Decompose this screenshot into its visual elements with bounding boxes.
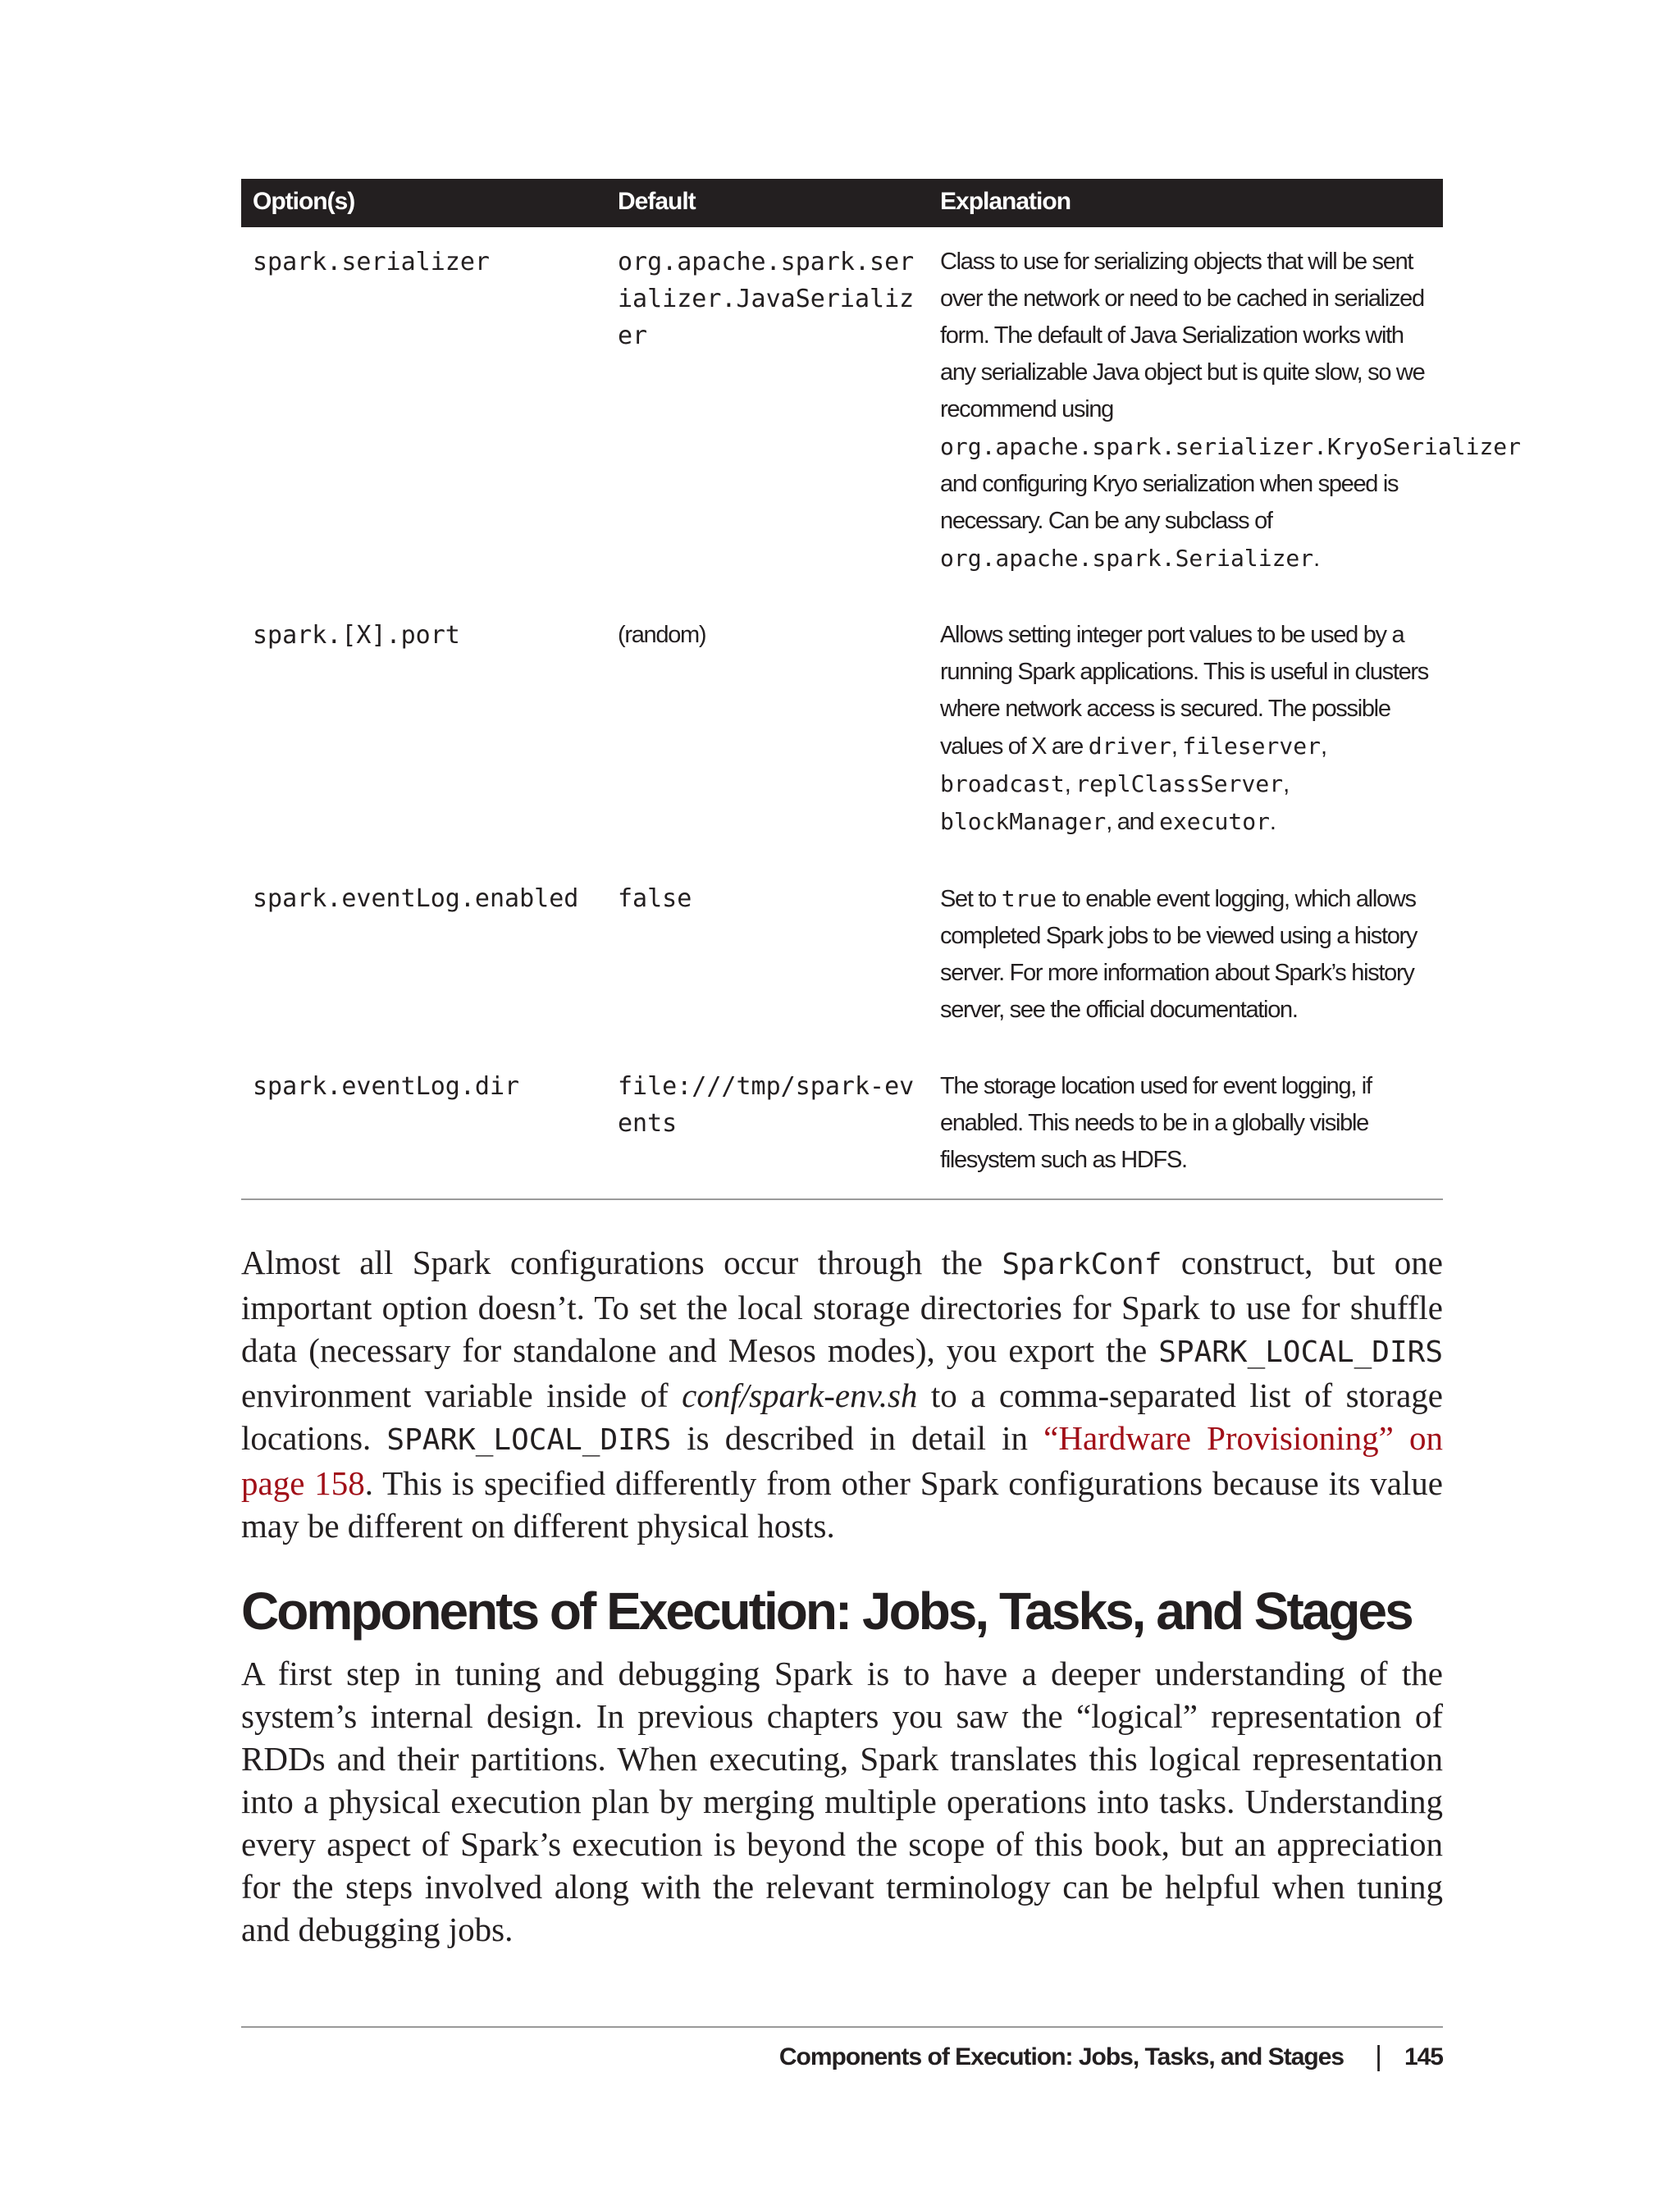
option-explanation — [929, 880, 1443, 1068]
option-explanation — [929, 617, 1443, 880]
inline-code: fileserver — [1182, 733, 1321, 760]
text-run: , and — [1106, 809, 1160, 835]
inline-code: blockManager — [940, 808, 1107, 835]
footer-rule — [241, 2026, 1443, 2028]
option-default: (random) — [618, 622, 706, 648]
text-run: Allows setting integer port values to be used by a running Spark applications. This is useful in clusters where network access is secured. The possible values of X are — [940, 622, 1428, 760]
text-run: Class to use for serializing objects that will be sent over the network or need to be cached in serialized form. The default of Java Serialization works with any serializable Java object but is quite slow, so we recommend using — [940, 249, 1425, 422]
cross-reference-link[interactable]: “Hardware Provisioning” on page 158 — [241, 1419, 1443, 1502]
text-run: to a comma-separated list of storage locations. — [241, 1376, 1443, 1457]
inline-code: org.apache.spark.serializer.KryoSerializer — [940, 433, 1522, 460]
table-bottom-rule — [241, 1198, 1443, 1200]
option-default: file:///tmp/spark-events — [618, 1072, 915, 1138]
page-number: 145 — [1404, 2043, 1443, 2070]
header-explanation: Explanation — [929, 179, 1443, 227]
page-content — [241, 179, 1522, 1951]
option-name: spark.serializer — [253, 248, 490, 276]
table-row — [241, 227, 1443, 617]
table-header-row — [241, 179, 1443, 227]
option-name: spark.[X].port — [253, 621, 460, 650]
inline-code: executor — [1159, 808, 1270, 835]
text-run: is described in detail in — [671, 1419, 1044, 1457]
execution-paragraph: A first step in tuning and debugging Spark is to have a deeper understanding of the system’s internal design. In previous chapters you saw the “logical” representation of RDDs and their partitions. When executing, Spark translates this logical representation into a physical execution plan by merging multiple operations into tasks. Understanding every aspect of Spark’s execution is beyond the scope of this book, but an appreciation for the steps involved along with the relevant terminology can be helpful when tuning and debugging jobs. — [241, 1655, 1443, 1948]
text-run: construct, but one important option doesn’t. To set the local storage directories for Spark to use for shuffle data (necessary for standalone and Mesos modes), you export the — [241, 1244, 1443, 1369]
code-spark-local-dirs: SPARK_LOCAL_DIRS — [1158, 1335, 1443, 1369]
section-heading: Components of Execution: Jobs, Tasks, and Stages — [241, 1582, 1412, 1641]
file-path: conf/spark-env.sh — [682, 1376, 918, 1414]
text-run: , — [1283, 771, 1289, 797]
text-run: and configuring Kryo serialization when speed is necessary. Can be any subclass of — [940, 471, 1399, 534]
option-explanation — [929, 1068, 1443, 1198]
text-run: . — [1313, 546, 1319, 572]
option-name: spark.eventLog.enabled — [253, 884, 579, 913]
option-name: spark.eventLog.dir — [253, 1072, 520, 1101]
text-run: Set to — [940, 886, 1002, 912]
text-run: to enable event logging, which allows completed Spark jobs to be viewed using a history server. For more information about Spark’s history server, see the official documentation. — [940, 886, 1418, 1023]
config-options-table — [241, 179, 1522, 1198]
inline-code: replClassServer — [1075, 770, 1284, 797]
option-explanation — [929, 227, 1522, 617]
page-footer — [779, 2041, 1443, 2073]
text-run: . — [1269, 809, 1276, 835]
footer-separator: | — [1375, 2041, 1381, 2072]
table-row — [241, 1068, 1443, 1198]
footer-section-title: Components of Execution: Jobs, Tasks, and Stages — [778, 2043, 1344, 2070]
text-run: Almost all Spark configurations occur through the — [241, 1244, 1002, 1281]
table-row — [241, 617, 1443, 880]
text-run: , — [1171, 733, 1183, 760]
header-options: Option(s) — [241, 179, 606, 227]
text-run: . This is specified differently from other Spark configurations because its value may be different on different physical hosts. — [241, 1464, 1443, 1545]
header-default: Default — [606, 179, 929, 227]
config-paragraph — [241, 1241, 1443, 1547]
option-default: org.apache.spark.serializer.JavaSerializer — [618, 248, 915, 350]
text-run: , — [1064, 771, 1076, 797]
code-sparkconf: SparkConf — [1002, 1248, 1162, 1281]
inline-code: driver — [1088, 733, 1171, 760]
inline-code: broadcast — [940, 770, 1065, 797]
text-run: environment variable inside of — [241, 1376, 682, 1414]
inline-code: true — [1001, 885, 1057, 912]
inline-code: org.apache.spark.Serializer — [940, 545, 1314, 572]
option-default: false — [618, 884, 692, 913]
table-row — [241, 880, 1443, 1068]
code-spark-local-dirs: SPARK_LOCAL_DIRS — [386, 1423, 672, 1457]
text-run: , — [1320, 733, 1326, 760]
text-run: The storage location used for event logging, if enabled. This needs to be in a globally visible filesystem such as HDFS. — [940, 1073, 1372, 1173]
